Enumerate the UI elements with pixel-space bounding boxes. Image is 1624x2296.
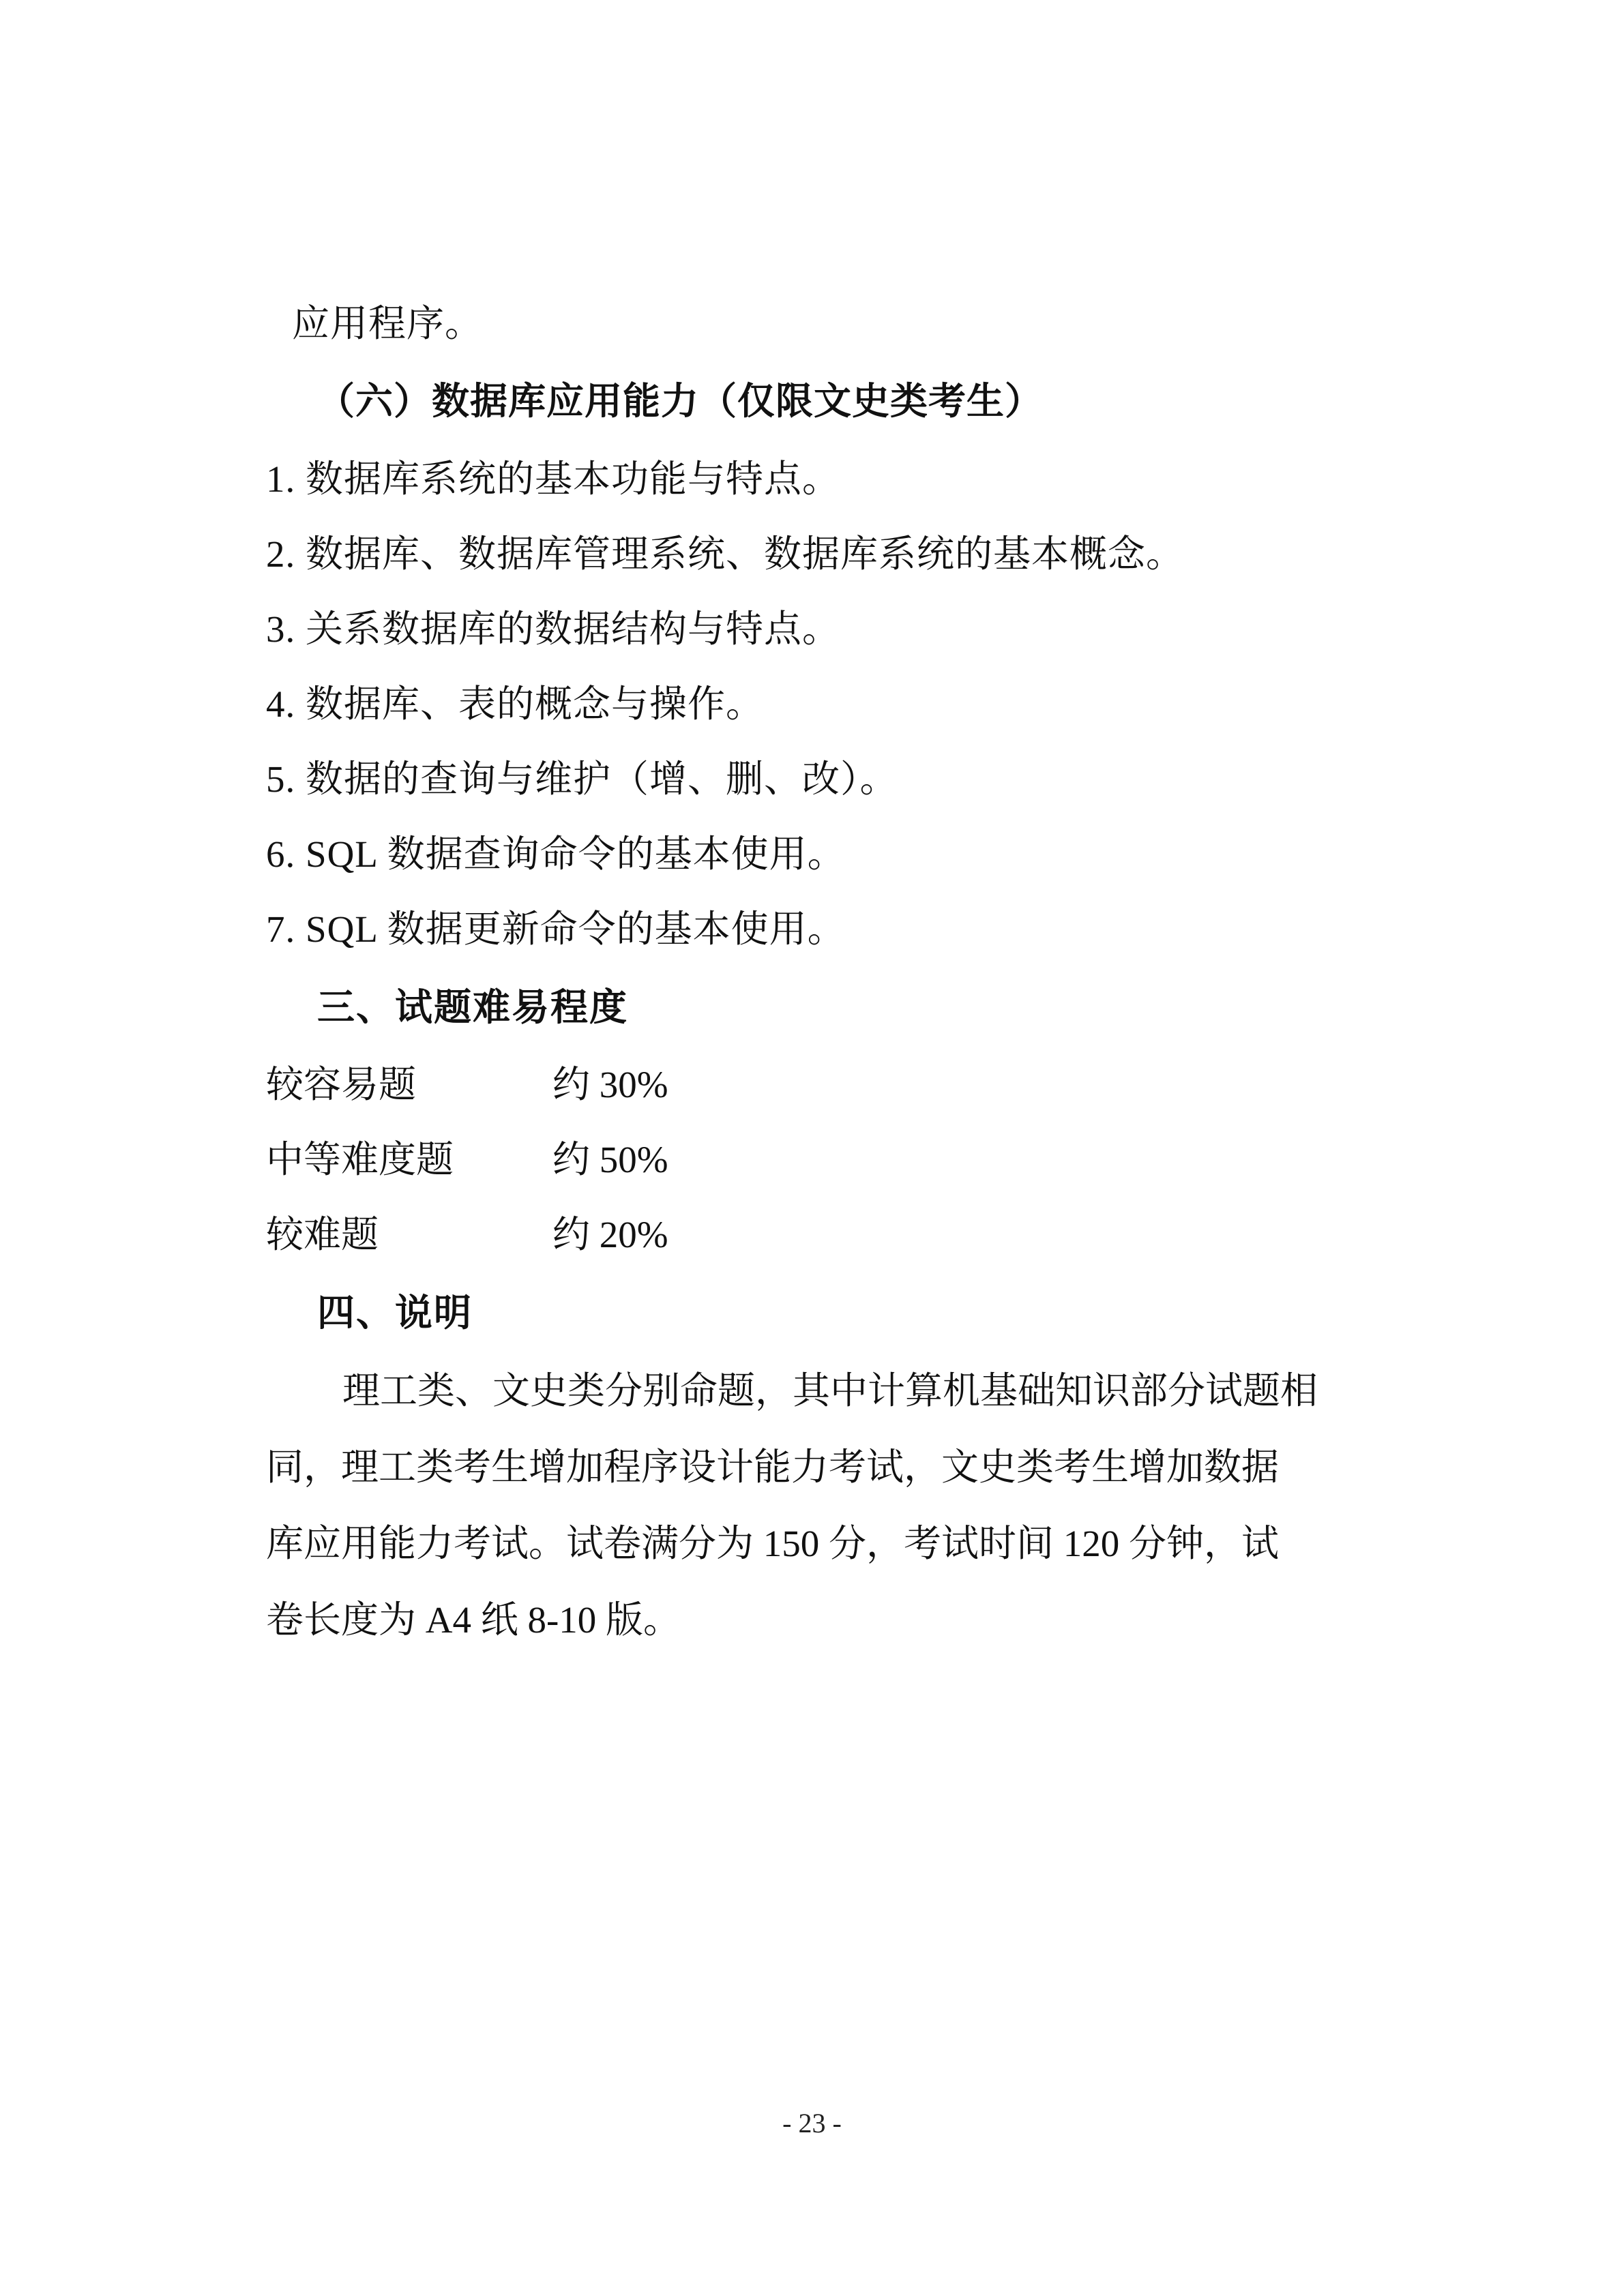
list-item: 3. 关系数据库的数据结构与特点。 xyxy=(266,608,841,650)
page-number: - 23 - xyxy=(782,2108,842,2138)
difficulty-label: 中等难度题 xyxy=(266,1139,454,1180)
difficulty-value: 约 20% xyxy=(552,1214,668,1255)
section-heading-database: （六）数据库应用能力（仅限文史类考生） xyxy=(317,381,1044,422)
notes-paragraph-line: 同，理工类考生增加程序设计能力考试，文史类考生增加数据 xyxy=(266,1446,1280,1488)
difficulty-value: 约 30% xyxy=(552,1064,668,1105)
notes-paragraph-line: 卷长度为 A4 纸 8-10 版。 xyxy=(266,1599,681,1641)
difficulty-value: 约 50% xyxy=(552,1139,668,1180)
list-item: 6. SQL 数据查询命令的基本使用。 xyxy=(266,833,846,875)
continued-line: 应用程序。 xyxy=(292,303,484,344)
heading-difficulty: 三、试题难易程度 xyxy=(317,985,629,1029)
difficulty-label: 较难题 xyxy=(266,1214,379,1255)
table-row xyxy=(266,1197,1385,1272)
notes-paragraph-line: 理工类、文史类分别命题，其中计算机基础知识部分试题相 xyxy=(342,1370,1318,1412)
table-row xyxy=(266,1122,1385,1197)
heading-notes: 四、说明 xyxy=(317,1291,473,1335)
list-item: 7. SQL 数据更新命令的基本使用。 xyxy=(266,908,846,950)
notes-paragraph-line: 库应用能力考试。试卷满分为 150 分，考试时间 120 分钟，试 xyxy=(266,1523,1280,1564)
list-item: 4. 数据库、表的概念与操作。 xyxy=(266,683,765,725)
list-item: 5. 数据的查询与维护（增、删、改）。 xyxy=(266,758,898,800)
list-item: 2. 数据库、数据库管理系统、数据库系统的基本概念。 xyxy=(266,533,1185,575)
list-item: 1. 数据库系统的基本功能与特点。 xyxy=(266,458,841,500)
difficulty-label: 较容易题 xyxy=(266,1064,417,1105)
document-body xyxy=(266,286,1385,1658)
table-row xyxy=(266,1047,1385,1122)
